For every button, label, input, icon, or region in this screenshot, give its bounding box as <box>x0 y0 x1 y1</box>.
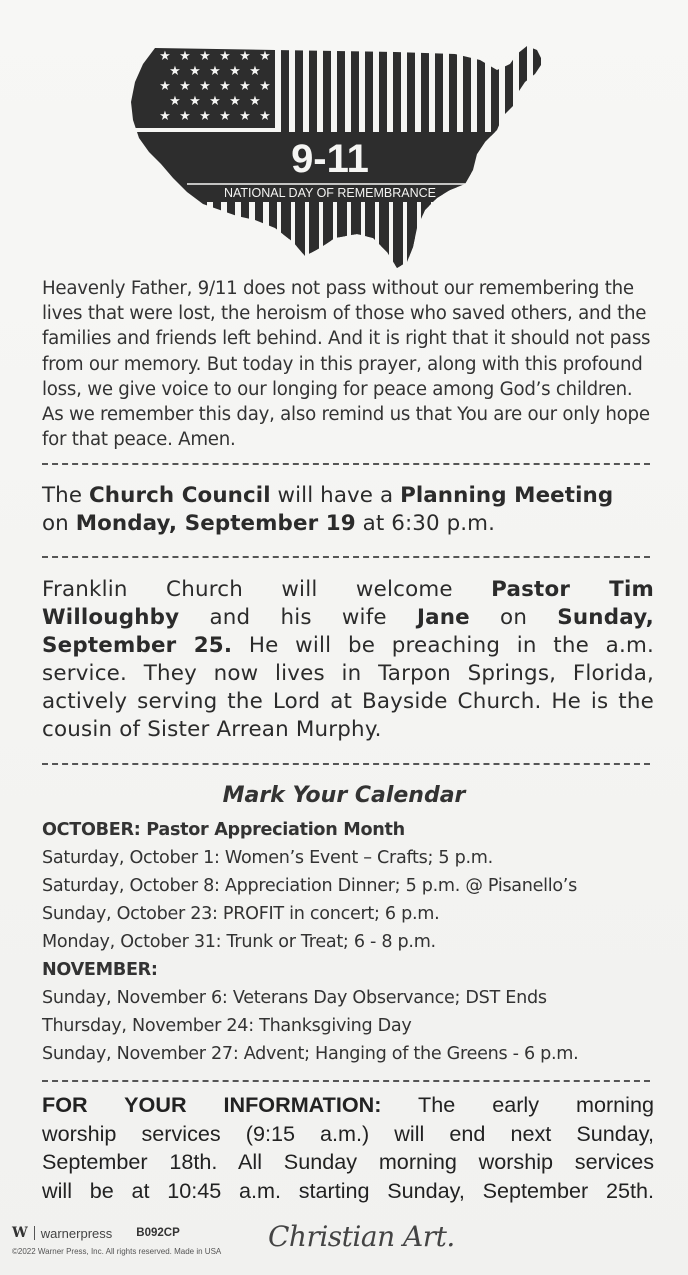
star-icon: ★ <box>169 94 181 109</box>
information-notice <box>42 1091 654 1205</box>
flag-stripe <box>143 202 151 274</box>
flag-stripe <box>129 202 137 274</box>
star-icon: ★ <box>159 109 171 124</box>
prayer-line: Heavenly Father, 9/11 does not pass without our remembering the <box>42 278 634 299</box>
announcement-text: and his wife <box>179 605 417 630</box>
flag-stripe <box>423 202 431 274</box>
meeting-time: at 6:30 p.m. <box>355 511 495 536</box>
star-icon: ★ <box>179 109 191 124</box>
flag-stripe <box>381 202 389 274</box>
flag-stripe <box>339 202 347 274</box>
star-icon: ★ <box>219 109 231 124</box>
star-icon: ★ <box>229 94 241 109</box>
dashed-divider <box>42 763 650 765</box>
calendar-list <box>42 816 662 1068</box>
flag-stripe <box>157 202 165 274</box>
announcement-text: on <box>469 605 558 630</box>
star-icon: ★ <box>209 94 221 109</box>
prayer-line: families and friends left behind. And it is right that it should not pass <box>42 328 651 350</box>
prayer-paragraph <box>42 276 654 452</box>
announcement-line: cousin of Sister Arrean Murphy. <box>42 717 382 742</box>
month-heading-november: NOVEMBER: <box>42 960 158 980</box>
council-announcement <box>42 482 654 538</box>
prayer-line: from our memory. But today in this prayer, along with this profound <box>42 353 643 375</box>
month-heading-october <box>42 816 662 844</box>
remembrance-flag-map-logo <box>125 42 563 274</box>
publisher-name: warnerpress <box>40 1225 113 1241</box>
star-icon: ★ <box>199 109 211 124</box>
logo-title: 9-11 <box>291 137 369 181</box>
flag-stripe <box>395 202 403 274</box>
flag-stripe <box>491 42 499 274</box>
flag-stripe <box>199 202 207 274</box>
star-icon: ★ <box>259 109 271 124</box>
month-label: OCTOBER: <box>42 820 141 840</box>
flag-stripe <box>561 42 563 274</box>
visit-day: Sunday, <box>557 605 655 630</box>
star-icon: ★ <box>249 94 261 109</box>
flag-stripe <box>241 202 249 274</box>
logo-divider <box>34 1226 35 1240</box>
calendar-event: Sunday, November 6: Veterans Day Observance; DST Ends <box>42 988 547 1008</box>
flag-stripe <box>325 202 333 274</box>
calendar-event: Monday, October 31: Trunk or Treat; 6 - 8 p.m. <box>42 932 436 952</box>
star-icon: ★ <box>199 79 211 94</box>
announcement-line <box>42 604 654 632</box>
info-line: worship services (9:15 a.m.) will end next Sunday, <box>42 1120 654 1146</box>
flag-stripe <box>171 202 179 274</box>
flag-stripe <box>283 202 291 274</box>
flag-stripe <box>255 202 263 274</box>
calendar-event: Sunday, November 27: Advent; Hanging of the Greens - 6 p.m. <box>42 1044 579 1064</box>
announcement-text: Franklin Church will welcome <box>42 577 492 602</box>
council-text: will have a <box>270 483 401 508</box>
calendar-event: Thursday, November 24: Thanksgiving Day <box>42 1016 412 1036</box>
calendar-event: Saturday, October 1: Women’s Event – Crafts; 5 p.m. <box>42 848 493 868</box>
prayer-line: As we remember this day, also remind us that You are our only hope <box>42 404 650 426</box>
flag-stripe <box>477 42 485 274</box>
star-icon: ★ <box>239 79 251 94</box>
flag-stripe <box>185 202 193 274</box>
prayer-line: loss, we give voice to our longing for peace among God’s children. <box>42 378 633 400</box>
flag-stripe <box>213 202 221 274</box>
meeting-date: Monday, September 19 <box>75 511 356 536</box>
month-theme: Pastor Appreciation Month <box>140 820 405 840</box>
announcement-line: service. They now lives in Tarpon Springs, Florida, <box>42 661 654 686</box>
star-icon: ★ <box>179 79 191 94</box>
info-line <box>42 1091 654 1120</box>
usa-flag-map-graphic <box>125 42 563 274</box>
flag-stripe <box>505 42 513 274</box>
wife-name: Jane <box>416 605 470 630</box>
product-code: B092CP <box>136 1227 180 1239</box>
prayer-line: lives that were lost, the heroism of those who saved others, and the <box>42 303 647 325</box>
star-icon: ★ <box>259 49 271 64</box>
flag-stripe <box>269 202 277 274</box>
star-icon: ★ <box>189 94 201 109</box>
info-line: September 18th. All Sunday morning worship services <box>42 1149 654 1175</box>
flag-stripe <box>519 42 527 274</box>
star-icon: ★ <box>259 79 271 94</box>
announcement-text: He will be preaching in the a.m. <box>232 633 655 658</box>
flag-stripe <box>311 202 319 274</box>
star-icon: ★ <box>239 109 251 124</box>
star-icon: ★ <box>229 64 241 79</box>
flag-stripe <box>409 202 417 274</box>
visit-date: September 25. <box>42 633 233 658</box>
meeting-name: Planning Meeting <box>400 483 614 508</box>
star-icon: ★ <box>249 64 261 79</box>
logo-subtitle: NATIONAL DAY OF REMEMBRANCE <box>223 186 437 200</box>
star-icon: ★ <box>199 49 211 64</box>
dashed-divider <box>42 556 650 558</box>
dashed-divider <box>42 1080 650 1082</box>
council-text: The <box>42 483 89 508</box>
star-icon: ★ <box>239 49 251 64</box>
calendar-event: Sunday, October 23: PROFIT in concert; 6 p.m. <box>42 904 440 924</box>
info-heading: FOR YOUR INFORMATION: <box>42 1092 382 1117</box>
council-text: on <box>42 511 76 536</box>
info-text: The early morning <box>381 1092 654 1117</box>
flag-stripe <box>367 202 375 274</box>
calendar-title: Mark Your Calendar <box>222 783 466 808</box>
info-line: will be at 10:45 a.m. starting Sunday, September 25th. <box>42 1177 654 1203</box>
publisher-footer <box>12 1225 221 1256</box>
dashed-divider <box>42 463 650 465</box>
announcement-line: actively serving the Lord at Bayside Church. He is the <box>42 689 654 714</box>
flag-stripe <box>297 202 305 274</box>
announcement-line <box>42 632 654 660</box>
flag-stripe <box>547 42 555 274</box>
prayer-line: for that peace. Amen. <box>42 429 236 451</box>
star-icon: ★ <box>159 49 171 64</box>
pastor-surname: Willoughby <box>42 605 180 630</box>
flag-stripe <box>533 42 541 274</box>
christian-art-logo: Christian Art. <box>268 1220 455 1253</box>
warner-press-logo: W <box>12 1225 28 1241</box>
council-name: Church Council <box>88 483 271 508</box>
star-icon: ★ <box>179 49 191 64</box>
pastor-name: Pastor Tim <box>491 577 654 602</box>
announcement-line <box>42 576 654 604</box>
calendar-event: Saturday, October 8: Appreciation Dinner; 5 p.m. @ Pisanello’s <box>42 876 577 896</box>
flag-stripe <box>227 202 235 274</box>
flag-stripe <box>353 202 361 274</box>
star-icon: ★ <box>219 49 231 64</box>
star-icon: ★ <box>169 64 181 79</box>
guest-pastor-announcement <box>42 576 654 744</box>
star-icon: ★ <box>159 79 171 94</box>
star-icon: ★ <box>219 79 231 94</box>
copyright-notice: ©2022 Warner Press, Inc. All rights reserved. Made in USA <box>12 1247 222 1256</box>
star-icon: ★ <box>189 64 201 79</box>
star-icon: ★ <box>209 64 221 79</box>
